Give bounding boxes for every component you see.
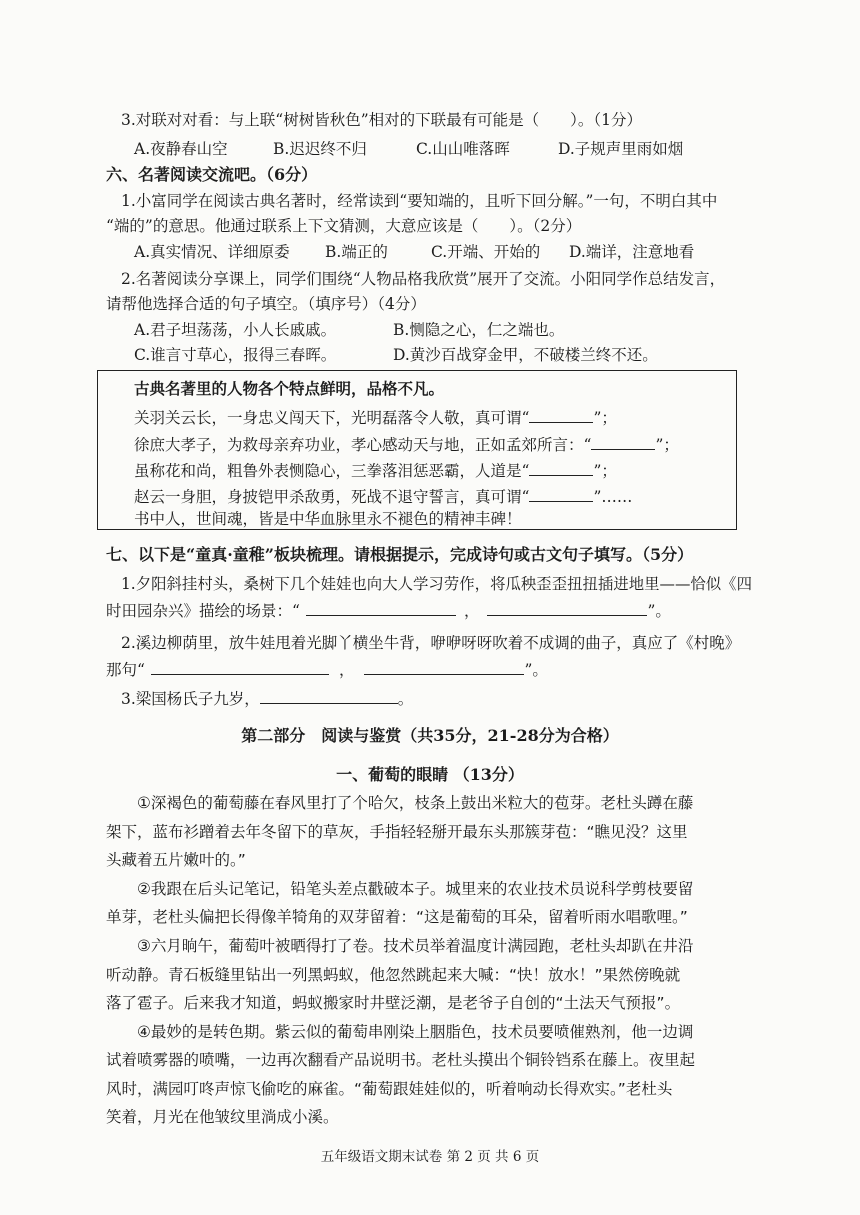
sec7-q1-line2 (106, 600, 671, 621)
sec7-q2-end: ”。 (524, 661, 548, 679)
q3-options (134, 139, 683, 159)
box-line-4-end: ”…… (593, 488, 633, 506)
sec7-q2-line1: 2.溪边柳荫里，放牛娃甩着光脚丫横坐牛背，咿咿呀呀吹着不成调的曲子，真应了《村晚》 (121, 634, 741, 652)
sec7-q1-line1: 1.夕阳斜挂村头，桑树下几个娃娃也向大人学习劳作，将瓜秧歪歪扭扭插进地里——恰似《四 (121, 575, 752, 593)
para-4-line-3: 风时，满园叮咚声惊飞偷吃的麻雀。“葡萄跟娃娃似的，听着响动长得欢实。”老杜头 (106, 1080, 673, 1098)
sec7-q1-end: ”。 (647, 602, 671, 620)
sec6-q2-line2: 请帮他选择合适的句子填空。（填序号）（4分） (106, 295, 426, 313)
sec6-q1-line2: “端的”的意思。他通过联系上下文猜测，大意应该是（ ）。（2分） (106, 217, 582, 235)
sec7-q1-lead: 时田园杂兴》描绘的场景：“ (106, 602, 300, 620)
poem-blank-1b[interactable] (487, 600, 647, 616)
box-line-3-text: 虽称花和尚，粗鲁外表恻隐心，三拳落泪惩恶霸，人道是“ (134, 462, 530, 480)
sec6-q1-option-b: B.端正的 (325, 243, 388, 261)
sec6-q1-options (134, 242, 694, 262)
para-1-line-2: 架下，蓝布衫蹭着去年冬留下的草灰，手指轻轻掰开最东头那簇芽苞：“瞧见没？这里 (106, 823, 688, 841)
box-line-4 (134, 486, 632, 507)
section-7-title: 七、以下是“童真·童稚”板块梳理。请根据提示，完成诗句或古文句子填写。（5分） (106, 545, 694, 564)
sec6-q1-line1: 1.小富同学在阅读古典名著时，经常读到“要知端的，且听下回分解。”一句，不明白其中 (121, 192, 718, 210)
sec7-q3 (121, 688, 413, 709)
para-3-line-2: 听动静。青石板缝里钻出一列黑蚂蚁，他忽然跳起来大喊：“快！放水！”果然傍晚就 (106, 966, 681, 984)
answer-blank-2[interactable] (591, 434, 655, 450)
q3-option-c: C.山山唯落晖 (416, 140, 510, 158)
page-footer: 五年级语文期末试卷 第 2 页 共 6 页 (320, 1149, 540, 1165)
sec6-q1-option-c: C.开端、开始的 (431, 243, 541, 261)
q3-stem-text: 3.对联对对看：与上联“树树皆秋色”相对的下联最有可能是（ ）。（1分） (121, 111, 643, 129)
box-line-2-end: ”； (655, 436, 679, 454)
box-line-2-text: 徐庶大孝子，为救母亲弃功业，孝心感动天与地，正如孟郊所言：“ (134, 436, 592, 454)
q3-option-b: B.迟迟终不归 (273, 140, 367, 158)
para-1-line-1: ①深褐色的葡萄藤在春风里打了个哈欠，枝条上鼓出米粒大的苞芽。老杜头蹲在藤 (137, 794, 694, 812)
para-2-line-1: ②我跟在后头记笔记，铅笔头差点戳破本子。城里来的农业技术员说科学剪枝要留 (137, 880, 694, 898)
answer-blank-4[interactable] (529, 486, 593, 502)
q3-option-d: D.子规声里雨如烟 (558, 140, 684, 158)
poem-blank-2a[interactable] (151, 659, 329, 675)
part-2-title: 第二部分 阅读与鉴赏（共35分，21-28分为合格） (241, 726, 619, 745)
para-4-line-2: 试着喷雾器的喷嘴，一边再次翻看产品说明书。老杜头摸出个铜铃铛系在藤上。夜里起 (106, 1051, 696, 1069)
box-line-3 (134, 460, 617, 481)
para-4-line-1: ④最妙的是转色期。紫云似的葡萄串刚染上胭脂色，技术员要喷催熟剂，他一边调 (137, 1023, 694, 1041)
para-4-line-4: 笑着，月光在他皱纹里淌成小溪。 (106, 1108, 339, 1126)
section-6-title: 六、名著阅读交流吧。（6分） (106, 165, 318, 184)
box-line-1-text: 关羽关云长，一身忠义闯天下，光明磊落令人敬，真可谓“ (134, 409, 530, 427)
box-line-5: 书中人，世间魂，皆是中华血脉里永不褪色的精神丰碑！ (134, 510, 522, 528)
poem-blank-2b[interactable] (364, 659, 524, 675)
classical-blank-3[interactable] (260, 688, 398, 704)
sec6-q1-option-d: D.端详，注意地看 (569, 243, 695, 261)
box-line-3-end: ”； (593, 462, 617, 480)
box-line-4-text: 赵云一身胆，身披铠甲杀敌勇，死战不退守誓言，真可谓“ (134, 488, 530, 506)
sec6-q2-option-a: A.君子坦荡荡，小人长戚戚。 (134, 321, 337, 339)
box-heading: 古典名著里的人物各个特点鲜明，品格不凡。 (134, 379, 445, 398)
para-3-line-1: ③六月晌午，葡萄叶被晒得打了卷。技术员举着温度计满园跑，老杜头却趴在井沿 (137, 937, 694, 955)
sec7-q1-comma: ， (463, 602, 480, 620)
box-line-2 (134, 434, 679, 455)
para-2-line-2: 单芽，老杜头偏把长得像羊犄角的双芽留着：“这是葡萄的耳朵，留着听雨水唱歌哩。” (106, 908, 688, 926)
para-1-line-3: 头藏着五片嫩叶的。” (106, 851, 246, 869)
answer-blank-1[interactable] (529, 407, 593, 423)
sec7-q2-comma: ， (338, 661, 355, 679)
sec6-q1-option-a: A.真实情况、详细原委 (134, 243, 290, 261)
answer-blank-3[interactable] (529, 460, 593, 476)
sec6-q2-option-d: D.黄沙百战穿金甲，不破楼兰终不还。 (393, 346, 658, 364)
article-title: 一、葡萄的眼睛 （13分） (336, 765, 524, 784)
box-line-1 (134, 407, 617, 428)
sec7-q2-line2 (106, 659, 548, 680)
sec7-q3-end: 。 (397, 690, 414, 708)
para-3-line-3: 落了雹子。后来我才知道，蚂蚁搬家时井壁泛潮，是老爷子自创的“土法天气预报”。 (106, 994, 681, 1012)
sec7-q3-text: 3.梁国杨氏子九岁， (121, 690, 260, 708)
sec6-q2-option-b: B.恻隐之心，仁之端也。 (393, 321, 565, 339)
sec7-q2-lead: 那句“ (106, 661, 145, 679)
box-line-1-end: ”； (593, 409, 617, 427)
sec6-q2-option-c: C.谁言寸草心，报得三春晖。 (134, 346, 337, 364)
q3-stem (121, 110, 642, 130)
sec6-q2-line1: 2.名著阅读分享课上，同学们围绕“人物品格我欣赏”展开了交流。小阳同学作总结发言， (121, 270, 726, 288)
q3-option-a: A.夜静春山空 (134, 140, 228, 158)
poem-blank-1a[interactable] (306, 600, 456, 616)
